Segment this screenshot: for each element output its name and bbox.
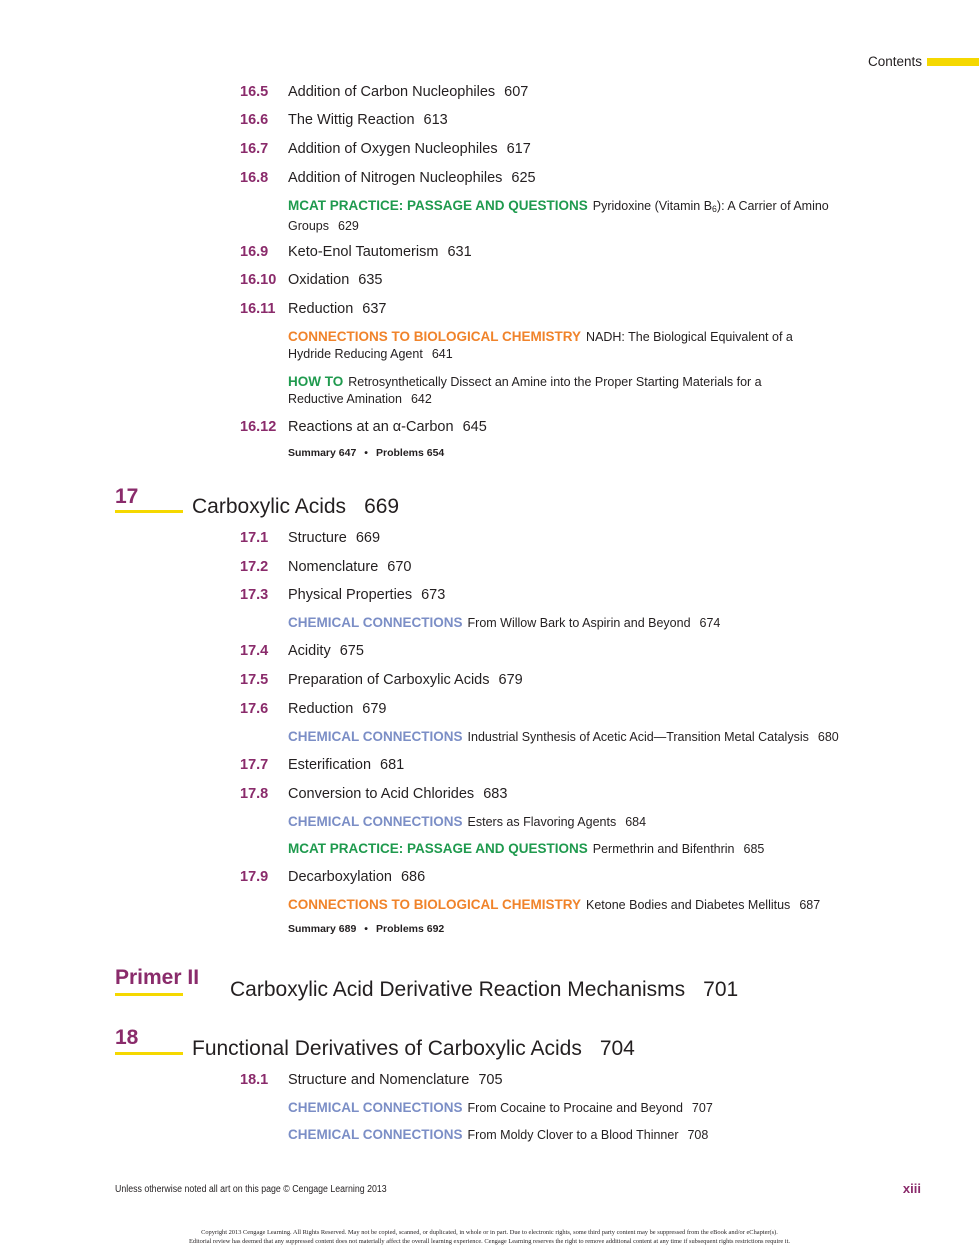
primer-rule [115,993,183,996]
section-page: 635 [358,272,383,288]
chapter-number: 18 [115,1026,139,1049]
feature-text: From Moldy Clover to a Blood Thinner [467,1128,679,1142]
feature-text: Permethrin and Bifenthrin [592,842,735,856]
feature-page: 641 [431,347,453,361]
section-page: 679 [498,672,523,688]
feature-entry[interactable] [288,328,818,363]
feature-entry[interactable] [288,373,788,408]
feature-tag: CHEMICAL CONNECTIONS [288,615,463,630]
section-number: 17.2 [240,559,269,575]
section-title: Decarboxylation [288,869,392,885]
section-page: 673 [421,587,446,603]
section-page: 645 [462,419,487,435]
copyright-notice [0,1228,979,1246]
section-page: 631 [447,244,472,260]
feature-entry[interactable] [288,1099,888,1117]
section-number: 17.3 [240,587,269,603]
page-number: xiii [902,1181,921,1196]
chapter-rule [115,1052,183,1055]
chapter-rule [115,510,183,513]
toc-entry[interactable] [240,587,445,603]
section-title: Addition of Carbon Nucleophiles [288,84,496,100]
toc-entry[interactable] [240,869,425,885]
toc-entry[interactable] [240,244,472,260]
primer-number: Primer II [115,966,200,989]
section-number: 17.4 [240,643,269,659]
chapter-title[interactable] [192,495,399,519]
section-number: 16.11 [240,301,276,317]
summary-line [288,923,444,935]
feature-text: Industrial Synthesis of Acetic Acid—Transition Metal Catalysis [467,730,809,744]
feature-page: 685 [743,842,765,856]
section-title: Conversion to Acid Chlorides [288,786,475,802]
feature-page: 629 [338,219,359,233]
section-title: The Wittig Reaction [288,112,415,128]
section-page: 683 [483,786,508,802]
copyright-line: Copyright 2013 Cengage Learning. All Rights Reserved. May not be copied, scanned, or duplicated, in whole or in part. Due to electronic rights, some third party content may be suppressed from the eBook and/or eChapter(s). [201,1229,778,1236]
section-page: 607 [504,84,529,100]
feature-page: 680 [817,730,839,744]
feature-entry[interactable] [288,197,888,235]
section-number: 16.9 [240,244,269,260]
section-page: 625 [511,170,536,186]
section-page: 670 [387,559,412,575]
toc-entry[interactable] [240,757,404,773]
section-page: 669 [355,530,381,546]
feature-text: Ketone Bodies and Diabetes Mellitus [586,898,791,912]
primer-title[interactable] [230,978,738,1002]
toc-entry[interactable] [240,643,364,659]
section-page: 686 [400,869,426,885]
toc-entry[interactable] [240,141,531,157]
section-number: 17.6 [240,701,269,717]
toc-entry[interactable] [240,272,382,288]
section-number: 17.9 [240,869,269,885]
section-title: Reactions at an α-Carbon [288,419,454,435]
primer-title-text: Carboxylic Acid Derivative Reaction Mechanisms [230,978,686,1001]
primer-page: 701 [703,978,739,1001]
section-page: 675 [339,643,364,659]
toc-entry[interactable] [240,786,507,802]
section-title: Keto-Enol Tautomerism [288,244,439,260]
section-number: 16.6 [240,112,269,128]
feature-entry[interactable] [288,813,888,831]
feature-subscript: 6 [712,204,717,214]
section-page: 637 [362,301,387,317]
toc-entry[interactable] [240,84,528,100]
feature-text: NADH: The Biological Equivalent of a Hydride Reducing Agent [288,330,793,361]
feature-entry[interactable] [288,896,908,914]
section-title: Structure and Nomenclature [288,1072,470,1088]
copyright-line: Editorial review has deemed that any suppressed content does not materially affect the overall learning experience. Cengage Learning reserves the right to remove additional content at any time if subsequent rights restrictions require it. [189,1238,790,1245]
feature-text: ): A Carrier of Amino Groups [288,199,829,233]
problems-link[interactable]: Problems 654 [375,447,445,459]
feature-page: 642 [410,392,432,406]
section-number: 16.10 [240,272,277,288]
toc-entry[interactable] [240,112,448,128]
section-number: 16.5 [240,84,269,100]
feature-tag: CHEMICAL CONNECTIONS [288,1127,463,1142]
section-page: 679 [362,701,387,717]
feature-text: From Cocaine to Procaine and Beyond [467,1101,683,1115]
section-number: 18.1 [240,1072,269,1088]
toc-entry[interactable] [240,301,387,317]
section-page: 617 [506,141,531,157]
toc-entry[interactable] [240,530,380,546]
feature-tag: MCAT PRACTICE: PASSAGE AND QUESTIONS [288,198,588,213]
feature-text: Retrosynthetically Dissect an Amine into the Proper Starting Materials for a Reductive Amination [288,375,762,406]
section-page: 613 [423,112,448,128]
section-number: 17.8 [240,786,269,802]
running-head: Contents [867,54,922,69]
toc-entry[interactable] [240,1072,503,1088]
section-number: 16.8 [240,170,269,186]
feature-tag: CONNECTIONS TO BIOLOGICAL CHEMISTRY [288,897,582,912]
section-number: 16.7 [240,141,269,157]
section-number: 17.5 [240,672,269,688]
bullet-separator: • [364,447,368,459]
summary-link[interactable]: Summary 689 [288,923,357,935]
feature-text: Pyridoxine (Vitamin B [592,199,713,213]
feature-entry[interactable] [288,1126,888,1144]
chapter-page: 669 [364,495,400,518]
section-title: Esterification [288,757,372,773]
feature-page: 687 [799,898,821,912]
feature-text: From Willow Bark to Aspirin and Beyond [467,616,691,630]
section-number: 17.1 [240,530,269,546]
toc-entry[interactable] [240,701,387,717]
chapter-title-text: Carboxylic Acids [192,495,347,518]
chapter-title[interactable] [192,1037,635,1061]
feature-text: Esters as Flavoring Agents [467,815,617,829]
feature-tag: MCAT PRACTICE: PASSAGE AND QUESTIONS [288,841,588,856]
section-title: Addition of Nitrogen Nucleophiles [288,170,503,186]
feature-tag: CHEMICAL CONNECTIONS [288,814,463,829]
section-title: Reduction [288,301,354,317]
feature-page: 707 [691,1101,713,1115]
section-title: Nomenclature [288,559,379,575]
feature-page: 708 [687,1128,709,1142]
section-number: 17.7 [240,757,269,773]
feature-page: 674 [699,616,721,630]
feature-tag: CHEMICAL CONNECTIONS [288,729,463,744]
section-number: 16.12 [240,419,277,435]
section-title: Oxidation [288,272,350,288]
toc-entry[interactable] [240,672,523,688]
chapter-number: 17 [115,485,139,508]
section-page: 705 [478,1072,503,1088]
bullet-separator: • [364,923,368,935]
summary-link[interactable]: Summary 647 [288,447,357,459]
feature-entry[interactable] [288,614,888,632]
summary-line [288,447,444,459]
running-head-bar [927,58,979,66]
feature-page: 684 [625,815,647,829]
feature-tag: CONNECTIONS TO BIOLOGICAL CHEMISTRY [288,329,582,344]
section-title: Structure [288,530,347,546]
feature-entry[interactable] [288,840,888,858]
feature-tag: HOW TO [288,374,344,389]
section-page: 681 [380,757,405,773]
chapter-title-text: Functional Derivatives of Carboxylic Acids [192,1037,582,1060]
chapter-page: 704 [599,1037,635,1060]
section-title: Addition of Oxygen Nucleophiles [288,141,498,157]
toc-entry[interactable] [240,419,487,435]
section-title: Acidity [288,643,331,659]
section-title: Preparation of Carboxylic Acids [288,672,490,688]
feature-entry[interactable] [288,728,908,746]
toc-entry[interactable] [240,559,411,575]
problems-link[interactable]: Problems 692 [375,923,445,935]
section-title: Reduction [288,701,354,717]
toc-entry[interactable] [240,170,536,186]
section-title: Physical Properties [288,587,413,603]
art-credit: Unless otherwise noted all art on this page © Cengage Learning 2013 [115,1184,387,1195]
feature-tag: CHEMICAL CONNECTIONS [288,1100,463,1115]
